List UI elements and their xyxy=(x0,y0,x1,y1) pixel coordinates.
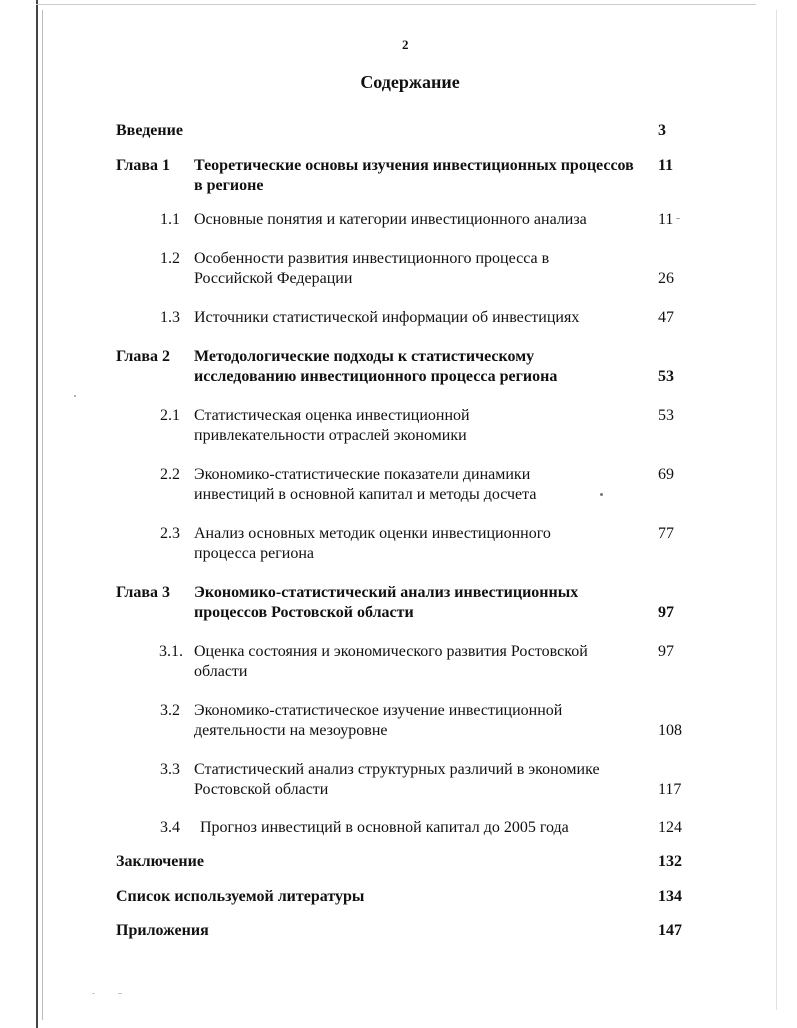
toc-page: 124 xyxy=(658,819,682,836)
scan-edge-shadow xyxy=(42,10,43,1020)
scan-speck xyxy=(600,493,603,496)
toc-label: 1.2 xyxy=(160,250,180,267)
toc-label: 2.3 xyxy=(160,525,180,542)
toc-label: Введение xyxy=(116,122,183,139)
toc-label: 1.3 xyxy=(160,309,180,326)
toc-label: 3.2 xyxy=(160,702,180,719)
toc-text: Оценка состояния и экономического развития Ростовской области xyxy=(194,643,588,680)
scan-speck xyxy=(676,218,680,219)
toc-label: 1.1 xyxy=(160,211,180,228)
toc-label: Глава 1 xyxy=(116,157,170,174)
toc-page: 53 xyxy=(658,368,674,385)
toc-text: Источники статистической информации об инвестициях xyxy=(194,309,580,326)
toc-label: 2.2 xyxy=(160,466,180,483)
toc-page: 97 xyxy=(658,604,674,621)
toc-label: Список используемой литературы xyxy=(116,888,365,905)
scan-edge-left xyxy=(36,0,38,1028)
toc-label: Глава 3 xyxy=(116,584,170,601)
scan-edge-right xyxy=(776,10,777,1010)
toc-page: 132 xyxy=(658,853,682,870)
toc-page: 69 xyxy=(658,466,674,483)
toc-text: Методологические подходы к статистическому исследованию инвестиционного процесса региона xyxy=(194,348,558,385)
scan-speck xyxy=(118,993,122,994)
toc-page: 11 xyxy=(658,157,674,174)
toc-label: 3.3 xyxy=(160,761,180,778)
scan-speck xyxy=(74,395,76,397)
toc-label: Заключение xyxy=(116,853,204,870)
toc-page: 97 xyxy=(658,643,674,660)
toc-page: 47 xyxy=(658,309,674,326)
toc-page: 117 xyxy=(658,781,682,798)
toc-text: Основные понятия и категории инвестиционного анализа xyxy=(194,211,587,228)
toc-label: Глава 2 xyxy=(116,348,170,365)
toc-text: Особенности развития инвестиционного процесса в Российской Федерации xyxy=(194,250,550,287)
toc-label: 2.1 xyxy=(160,407,180,424)
toc-text: Экономико-статистическое изучение инвестиционной деятельности на мезоуровне xyxy=(194,702,563,739)
toc-label: 3.1. xyxy=(159,643,183,660)
toc-text: Теоретические основы изучения инвестиционных процессов в регионе xyxy=(194,157,634,194)
toc-label: Приложения xyxy=(116,922,209,939)
toc-page: 147 xyxy=(658,922,682,939)
toc-text: Анализ основных методик оценки инвестиционного процесса региона xyxy=(194,525,551,562)
page-number: 2 xyxy=(402,37,409,52)
toc-page: 134 xyxy=(658,888,682,905)
toc-text: Статистическая оценка инвестиционной привлекательности отраслей экономики xyxy=(194,407,470,444)
toc-page: 11 xyxy=(658,211,674,228)
toc-text: Прогноз инвестиций в основной капитал до 2005 года xyxy=(200,819,569,836)
toc-page: 53 xyxy=(658,407,674,424)
toc-text: Экономико-статистический анализ инвестиционных процессов Ростовской области xyxy=(194,584,579,621)
toc-label: 3.4 xyxy=(160,819,180,836)
toc-page: 3 xyxy=(658,122,666,139)
toc-page: 108 xyxy=(658,722,682,739)
scan-edge-top xyxy=(36,4,756,5)
scan-speck xyxy=(92,993,95,994)
toc-text: Статистический анализ структурных различий в экономике Ростовской области xyxy=(194,761,600,798)
page-title: Содержание xyxy=(360,72,460,92)
toc-text: Экономико-статистические показатели динамики инвестиций в основной капитал и методы досчета xyxy=(194,466,537,503)
toc-page: 26 xyxy=(658,270,674,287)
toc-page: 77 xyxy=(658,525,674,542)
